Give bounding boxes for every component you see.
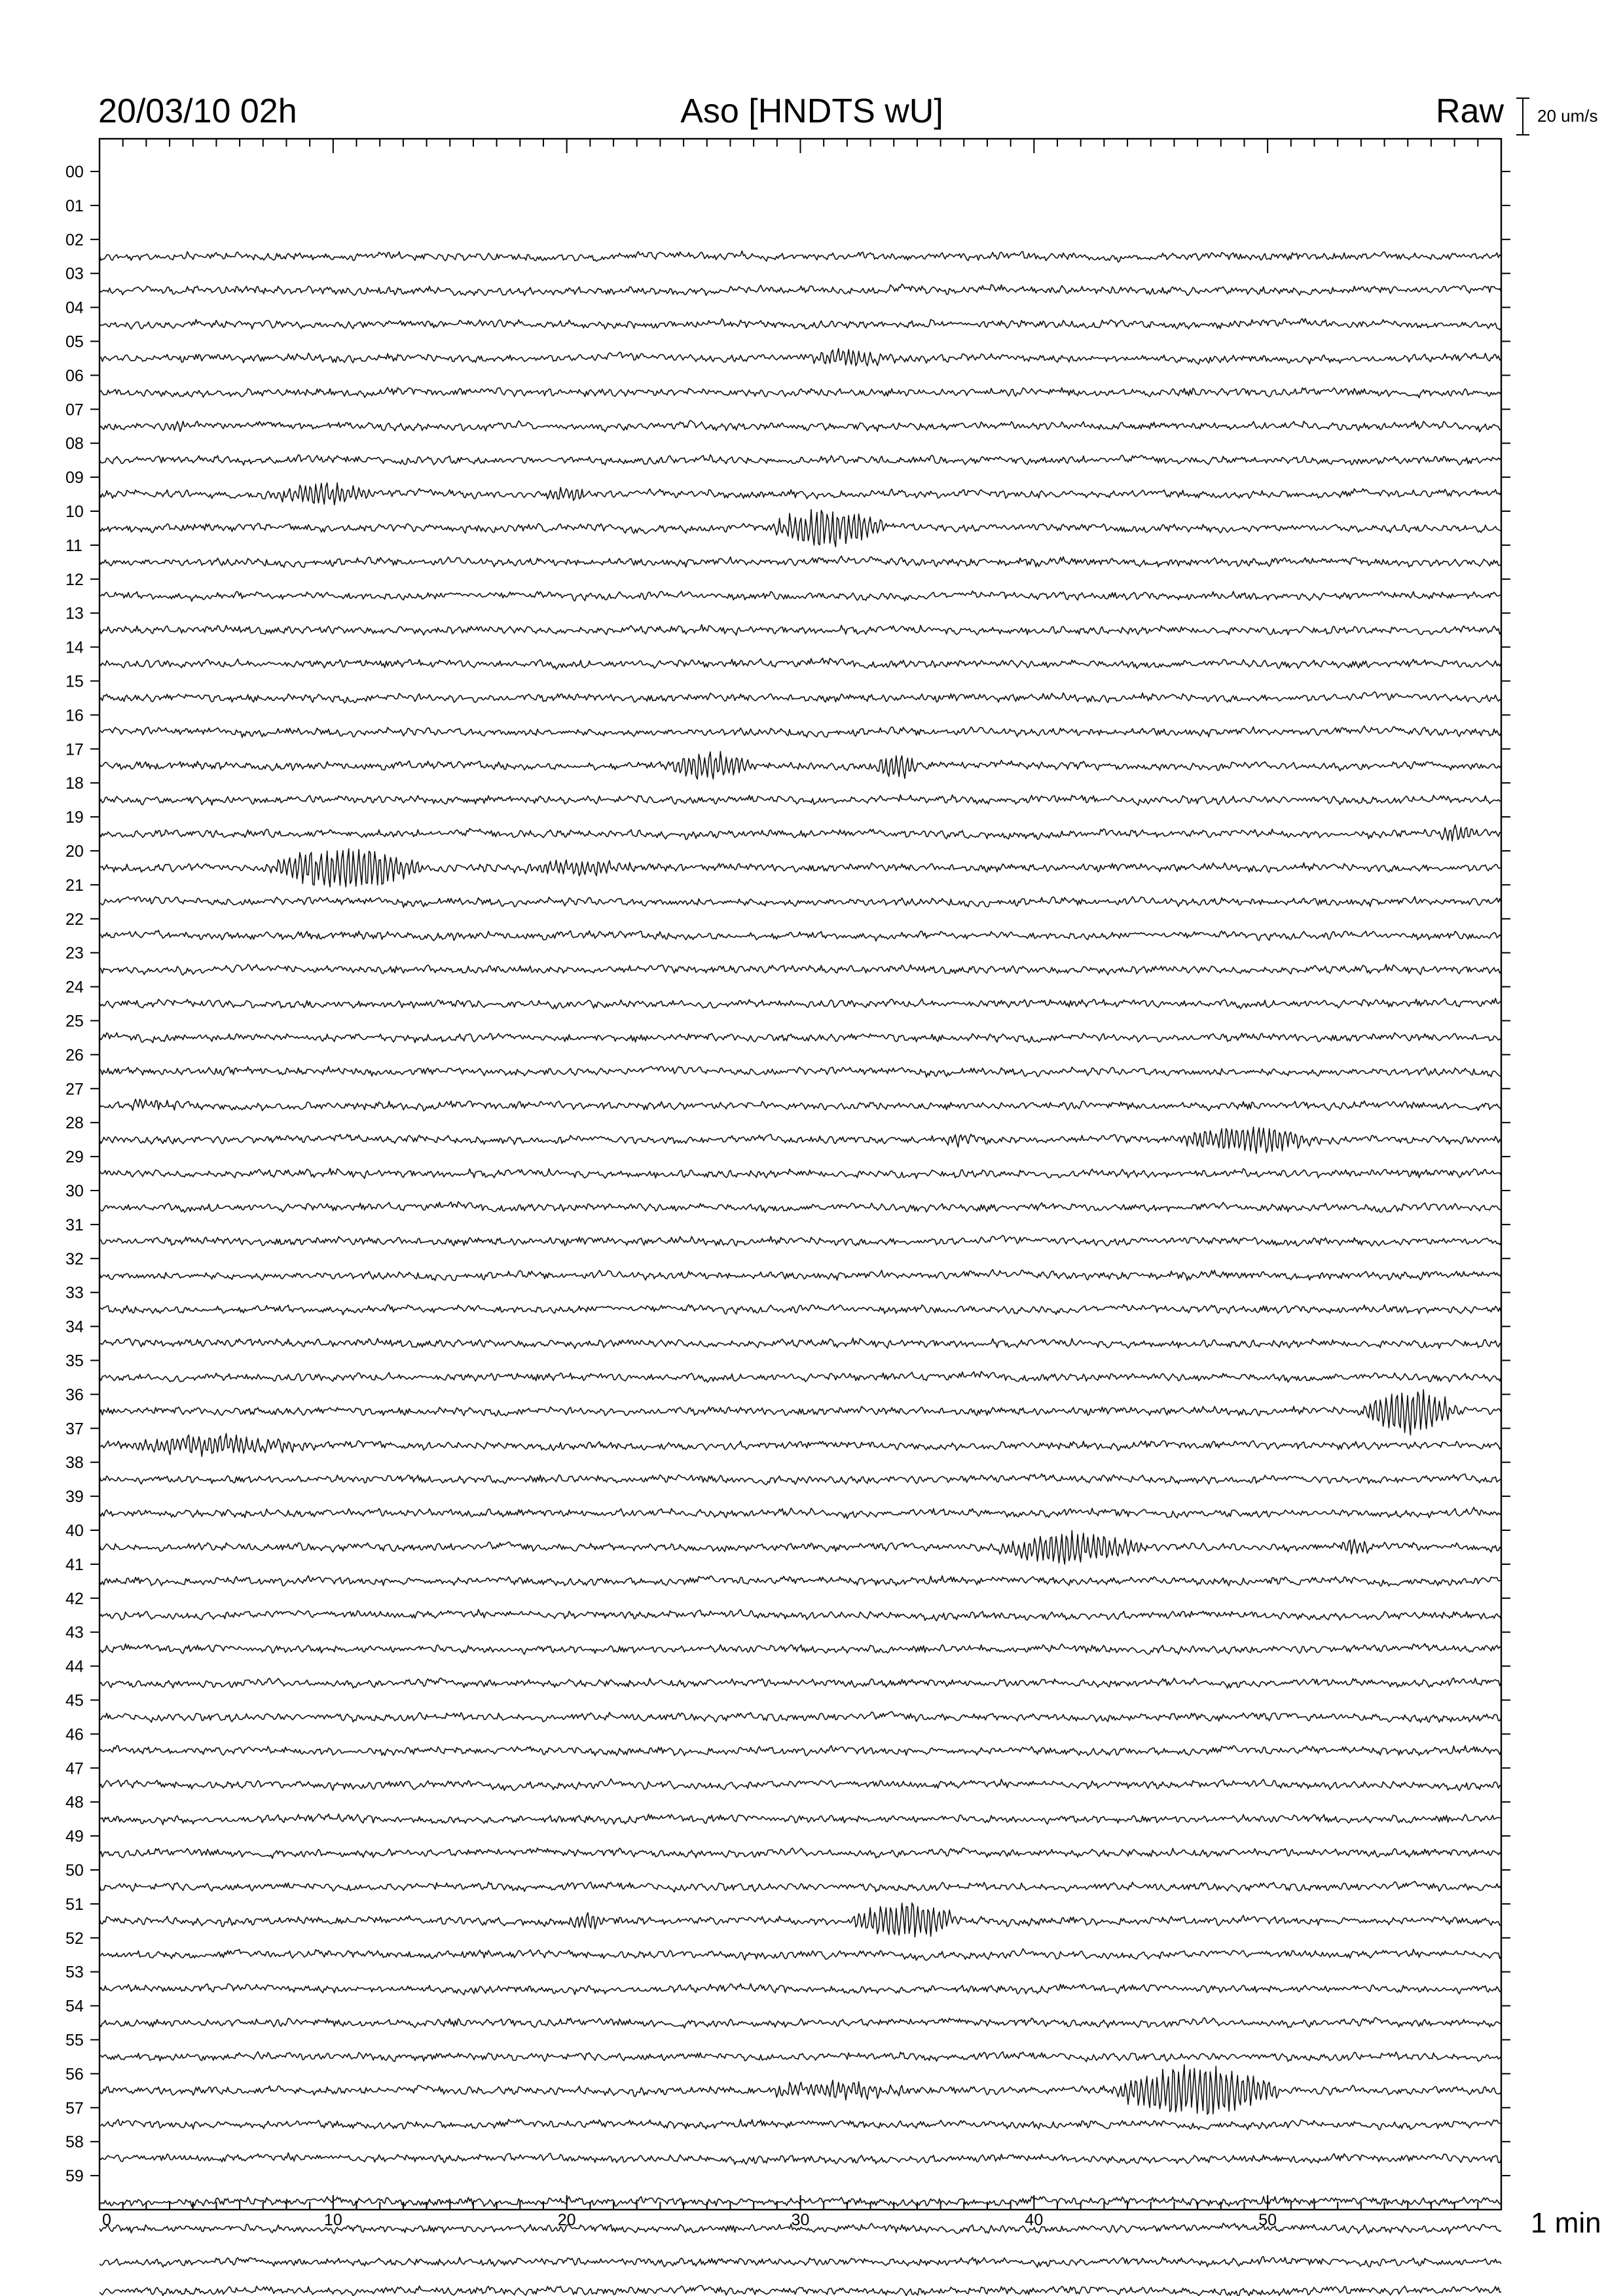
hour-row-label: 47 bbox=[65, 1759, 84, 1778]
hour-row-label: 54 bbox=[65, 1997, 84, 2016]
x-tick-label: 30 bbox=[791, 2211, 810, 2229]
seismic-trace bbox=[100, 849, 1501, 887]
label-layer bbox=[65, 163, 1277, 2229]
hour-row-label: 08 bbox=[65, 435, 84, 454]
hour-row-label: 00 bbox=[65, 163, 84, 181]
seismic-trace bbox=[100, 1168, 1501, 1179]
hour-row-label: 46 bbox=[65, 1725, 84, 1744]
seismic-trace bbox=[100, 624, 1501, 635]
seismic-trace bbox=[100, 897, 1501, 907]
seismic-trace bbox=[100, 1372, 1501, 1382]
seismic-trace bbox=[100, 1202, 1501, 1212]
seismic-trace bbox=[100, 998, 1501, 1009]
hour-row-label: 22 bbox=[65, 910, 84, 929]
seismic-trace bbox=[100, 1270, 1501, 1281]
seismic-trace bbox=[100, 1390, 1501, 1435]
hour-row-label: 24 bbox=[65, 978, 84, 997]
hour-row-label: 37 bbox=[65, 1420, 84, 1439]
hour-row-label: 34 bbox=[65, 1318, 84, 1336]
hour-row-label: 44 bbox=[65, 1657, 84, 1676]
seismic-trace bbox=[100, 2119, 1501, 2130]
seismic-trace bbox=[100, 795, 1501, 805]
hour-row-label: 29 bbox=[65, 1148, 84, 1167]
hour-row-label: 52 bbox=[65, 1929, 84, 1948]
hour-row-label: 28 bbox=[65, 1114, 84, 1133]
seismic-trace bbox=[100, 483, 1501, 505]
seismic-trace bbox=[100, 2065, 1501, 2115]
hour-row-label: 50 bbox=[65, 1861, 84, 1880]
hour-row-label: 14 bbox=[65, 638, 84, 657]
seismic-trace bbox=[100, 1779, 1501, 1791]
seismic-trace bbox=[100, 1746, 1501, 1756]
hour-row-label: 09 bbox=[65, 469, 84, 488]
hour-row-label: 10 bbox=[65, 503, 84, 521]
hour-row-label: 03 bbox=[65, 264, 84, 283]
hour-row-label: 25 bbox=[65, 1012, 84, 1031]
seismic-trace bbox=[100, 930, 1501, 941]
hour-row-label: 31 bbox=[65, 1215, 84, 1234]
hour-row-label: 49 bbox=[65, 1827, 84, 1846]
seismic-trace bbox=[100, 591, 1501, 601]
hour-row-label: 30 bbox=[65, 1182, 84, 1200]
seismic-trace bbox=[100, 1576, 1501, 1587]
seismic-trace bbox=[100, 319, 1501, 330]
hour-row-label: 17 bbox=[65, 740, 84, 759]
hour-row-label: 01 bbox=[65, 196, 84, 215]
seismic-trace bbox=[100, 1848, 1501, 1858]
hour-row-label: 55 bbox=[65, 2031, 84, 2050]
seismic-trace bbox=[100, 1474, 1501, 1485]
seismic-trace bbox=[100, 1643, 1501, 1654]
seismic-trace bbox=[100, 556, 1501, 567]
seismic-trace bbox=[100, 1882, 1501, 1892]
seismic-trace bbox=[100, 1531, 1501, 1564]
hour-row-label: 45 bbox=[65, 1691, 84, 1710]
x-tick-label: 50 bbox=[1258, 2211, 1277, 2229]
hour-row-label: 35 bbox=[65, 1352, 84, 1371]
hour-row-label: 53 bbox=[65, 1963, 84, 1982]
hour-row-label: 33 bbox=[65, 1283, 84, 1302]
seismic-trace bbox=[100, 455, 1501, 465]
x-tick-label: 0 bbox=[102, 2211, 111, 2229]
hour-row-label: 05 bbox=[65, 332, 84, 351]
seismic-trace bbox=[100, 1712, 1501, 1723]
seismic-trace bbox=[100, 692, 1501, 703]
hour-row-label: 11 bbox=[65, 536, 82, 555]
hour-row-label: 58 bbox=[65, 2133, 84, 2152]
hour-row-label: 57 bbox=[65, 2099, 84, 2118]
hour-row-label: 06 bbox=[65, 367, 84, 386]
hour-row-label: 43 bbox=[65, 1623, 84, 1642]
hour-row-label: 12 bbox=[65, 570, 84, 589]
seismic-trace bbox=[100, 1609, 1501, 1621]
seismic-trace bbox=[100, 1433, 1501, 1456]
hour-row-label: 27 bbox=[65, 1080, 84, 1099]
hour-row-label: 51 bbox=[65, 1895, 84, 1914]
seismic-trace-continuation bbox=[100, 2286, 1501, 2296]
seismic-trace bbox=[100, 1814, 1501, 1825]
hour-row-label: 16 bbox=[65, 706, 84, 725]
x-tick-label: 40 bbox=[1025, 2211, 1044, 2229]
seismic-trace bbox=[100, 420, 1501, 432]
hour-row-label: 02 bbox=[65, 230, 84, 249]
hour-row-label: 56 bbox=[65, 2065, 84, 2084]
seismic-trace bbox=[100, 1903, 1501, 1937]
hour-row-label: 48 bbox=[65, 1793, 84, 1812]
seismic-trace bbox=[100, 1984, 1501, 1995]
hour-row-label: 26 bbox=[65, 1046, 84, 1065]
hour-row-label: 13 bbox=[65, 604, 84, 623]
seismic-trace bbox=[100, 1236, 1501, 1246]
amplitude-scale-label: 20 um/s bbox=[1537, 106, 1598, 126]
hour-row-label: 42 bbox=[65, 1589, 84, 1608]
seismic-trace bbox=[100, 1066, 1501, 1077]
seismic-trace bbox=[100, 1127, 1501, 1153]
seismic-trace bbox=[100, 1948, 1501, 1960]
station-title: Aso [HNDTS wU] bbox=[680, 92, 943, 130]
seismic-trace bbox=[100, 1033, 1501, 1043]
plot-border bbox=[100, 139, 1501, 2210]
seismic-trace bbox=[100, 509, 1501, 547]
x-tick-label: 10 bbox=[323, 2211, 342, 2229]
seismic-trace bbox=[100, 284, 1501, 296]
seismic-trace bbox=[100, 2018, 1501, 2028]
seismic-trace bbox=[100, 726, 1501, 738]
seismic-trace bbox=[100, 1304, 1501, 1315]
hour-row-label: 23 bbox=[65, 944, 84, 963]
seismic-trace bbox=[100, 251, 1501, 262]
hour-row-label: 59 bbox=[65, 2167, 84, 2186]
seismic-trace bbox=[100, 658, 1501, 670]
filter-mode-label: Raw bbox=[1435, 92, 1504, 130]
seismic-trace bbox=[100, 2052, 1501, 2062]
hour-row-label: 36 bbox=[65, 1386, 84, 1405]
seismic-trace bbox=[100, 1678, 1501, 1689]
seismic-trace bbox=[100, 387, 1501, 398]
hour-row-label: 04 bbox=[65, 298, 84, 317]
seismic-trace bbox=[100, 2153, 1501, 2164]
hour-row-label: 39 bbox=[65, 1488, 84, 1507]
x-tick-label: 20 bbox=[557, 2211, 576, 2229]
hour-row-label: 32 bbox=[65, 1249, 84, 1268]
seismic-trace-continuation bbox=[100, 2257, 1501, 2267]
seismic-trace bbox=[100, 825, 1501, 841]
hour-row-label: 18 bbox=[65, 774, 84, 793]
hour-row-label: 20 bbox=[65, 842, 84, 861]
hour-row-label: 40 bbox=[65, 1522, 84, 1540]
hour-row-label: 21 bbox=[65, 876, 84, 895]
seismic-trace bbox=[100, 965, 1501, 975]
seismic-trace bbox=[100, 349, 1501, 367]
seismic-trace bbox=[100, 751, 1501, 779]
plot-frame bbox=[90, 98, 1529, 2210]
seismic-trace bbox=[100, 1507, 1501, 1518]
plot-date-label: 20/03/10 02h bbox=[98, 92, 297, 130]
hour-row-label: 38 bbox=[65, 1454, 84, 1473]
seismic-trace bbox=[100, 1338, 1501, 1349]
hour-row-label: 19 bbox=[65, 808, 84, 827]
row-duration-label: 1 min bbox=[1531, 2207, 1601, 2239]
hour-row-label: 15 bbox=[65, 672, 84, 691]
seismic-trace bbox=[100, 1099, 1501, 1111]
hour-row-label: 07 bbox=[65, 401, 84, 420]
trace-layer bbox=[100, 251, 1501, 2296]
hour-row-label: 41 bbox=[65, 1555, 84, 1574]
